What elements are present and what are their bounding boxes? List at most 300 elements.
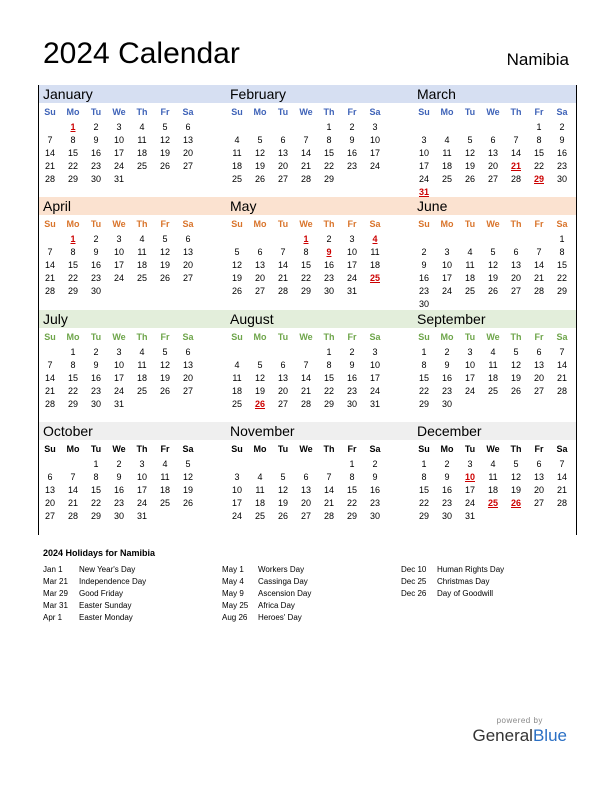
calendar-day: 13 bbox=[533, 360, 544, 370]
calendar-day: 23 bbox=[90, 161, 101, 171]
calendar-day: 3 bbox=[116, 347, 122, 357]
weekday-header: Th bbox=[136, 107, 148, 117]
calendar-day: 13 bbox=[277, 373, 288, 383]
calendar-day: 1 bbox=[421, 347, 427, 357]
calendar-day: 3 bbox=[116, 122, 122, 132]
holiday-date-label: Jan 1 bbox=[43, 565, 63, 574]
calendar-day: 24 bbox=[113, 273, 124, 283]
calendar-day: 24 bbox=[464, 386, 475, 396]
weekday-header: We bbox=[112, 444, 126, 454]
calendar-day: 22 bbox=[556, 273, 567, 283]
calendar-day: 9 bbox=[421, 260, 427, 270]
calendar-day: 7 bbox=[559, 347, 565, 357]
calendar-day: 2 bbox=[93, 347, 99, 357]
calendar-day: 24 bbox=[113, 386, 124, 396]
calendar-day: 3 bbox=[444, 247, 450, 257]
weekday-header: Fr bbox=[534, 219, 544, 229]
calendar-day: 1 bbox=[559, 234, 565, 244]
calendar-day: 5 bbox=[257, 360, 263, 370]
calendar-day: 23 bbox=[556, 161, 567, 171]
calendar-day: 15 bbox=[67, 373, 78, 383]
holiday-item bbox=[222, 600, 402, 612]
month-february bbox=[226, 85, 405, 197]
calendar-day: 4 bbox=[467, 247, 473, 257]
calendar-day: 17 bbox=[231, 498, 242, 508]
calendar-day: 20 bbox=[510, 273, 521, 283]
calendar-day: 16 bbox=[90, 148, 101, 158]
calendar-day: 27 bbox=[254, 286, 265, 296]
calendar-day: 14 bbox=[556, 472, 567, 482]
weekday-header: Mo bbox=[66, 444, 80, 454]
calendar-day: 12 bbox=[182, 472, 193, 482]
calendar-day: 19 bbox=[159, 260, 170, 270]
calendar-day: 27 bbox=[277, 399, 288, 409]
calendar-day: 2 bbox=[116, 459, 122, 469]
calendar-day: 7 bbox=[47, 135, 53, 145]
weekday-header: Sa bbox=[369, 219, 381, 229]
calendar-day: 10 bbox=[441, 260, 452, 270]
calendar-day: 8 bbox=[421, 360, 427, 370]
calendar-day: 18 bbox=[231, 161, 242, 171]
calendar-day: 2 bbox=[421, 247, 427, 257]
calendar-day: 10 bbox=[418, 148, 429, 158]
calendar-day: 10 bbox=[346, 247, 357, 257]
calendar-day: 8 bbox=[70, 135, 76, 145]
calendar-day: 22 bbox=[323, 386, 334, 396]
calendar-day: 19 bbox=[510, 373, 521, 383]
holiday-date-label: Aug 26 bbox=[222, 613, 248, 622]
brand-blue: Blue bbox=[532, 726, 567, 745]
weekday-header: Mo bbox=[253, 219, 267, 229]
calendar-day: 28 bbox=[533, 286, 544, 296]
calendar-day: 10 bbox=[369, 135, 380, 145]
month-july bbox=[39, 310, 218, 422]
weekday-header: Sa bbox=[369, 444, 381, 454]
calendar-day: 28 bbox=[300, 399, 311, 409]
calendar-day: 8 bbox=[326, 135, 332, 145]
calendar-day: 28 bbox=[556, 498, 567, 508]
calendar-day: 21 bbox=[44, 273, 55, 283]
calendar-day: 28 bbox=[556, 386, 567, 396]
calendar-day: 22 bbox=[346, 498, 357, 508]
holiday-name: Africa Day bbox=[258, 601, 295, 610]
weekday-header: We bbox=[299, 444, 313, 454]
weekday-header: Fr bbox=[160, 444, 170, 454]
weekday-header: Sa bbox=[556, 332, 568, 342]
holiday-item bbox=[401, 564, 581, 576]
weekday-header: Tu bbox=[90, 332, 102, 342]
calendar-day: 7 bbox=[326, 472, 332, 482]
calendar-day: 2 bbox=[93, 234, 99, 244]
calendar-day: 28 bbox=[44, 286, 55, 296]
calendar-day: 26 bbox=[510, 386, 521, 396]
calendar-day: 4 bbox=[139, 234, 145, 244]
calendar-day: 1 bbox=[421, 459, 427, 469]
weekday-header: Fr bbox=[534, 107, 544, 117]
calendar-day: 19 bbox=[510, 485, 521, 495]
calendar-day: 7 bbox=[70, 472, 76, 482]
calendar-day: 21 bbox=[556, 485, 567, 495]
weekday-header: Sa bbox=[182, 107, 194, 117]
weekday-header: Fr bbox=[347, 219, 357, 229]
calendar-day: 15 bbox=[300, 260, 311, 270]
calendar-day: 2 bbox=[93, 122, 99, 132]
calendar-day: 7 bbox=[47, 360, 53, 370]
holiday-item bbox=[43, 576, 223, 588]
weekday-header: Tu bbox=[277, 332, 289, 342]
calendar-day: 2 bbox=[326, 234, 332, 244]
weekday-header: Tu bbox=[277, 219, 289, 229]
calendar-day: 25 bbox=[231, 399, 242, 409]
holiday-list-column bbox=[222, 564, 402, 624]
holiday-name: Human Rights Day bbox=[437, 565, 505, 574]
calendar-day: 1 bbox=[93, 459, 99, 469]
calendar-day: 3 bbox=[349, 234, 355, 244]
month-may bbox=[226, 197, 405, 309]
month-june bbox=[413, 197, 592, 309]
calendar-day: 8 bbox=[349, 472, 355, 482]
calendar-day: 22 bbox=[533, 161, 544, 171]
calendar-day: 5 bbox=[513, 347, 519, 357]
weekday-header: Th bbox=[323, 219, 335, 229]
calendar-day: 5 bbox=[162, 234, 168, 244]
calendar-day: 22 bbox=[323, 161, 334, 171]
calendar-day: 25 bbox=[136, 273, 147, 283]
month-name: August bbox=[230, 311, 274, 327]
holiday-date: 31 bbox=[418, 187, 429, 197]
calendar-day: 19 bbox=[182, 485, 193, 495]
calendar-day: 11 bbox=[232, 373, 242, 383]
calendar-day: 28 bbox=[510, 174, 521, 184]
calendar-day: 7 bbox=[303, 360, 309, 370]
calendar-day: 18 bbox=[464, 273, 475, 283]
calendar-day: 11 bbox=[255, 485, 265, 495]
calendar-day: 8 bbox=[559, 247, 565, 257]
weekday-header: Fr bbox=[347, 107, 357, 117]
calendar-day: 9 bbox=[349, 135, 355, 145]
calendar-day: 25 bbox=[231, 174, 242, 184]
calendar-day: 27 bbox=[44, 511, 55, 521]
weekday-header: Su bbox=[44, 444, 56, 454]
calendar-day: 30 bbox=[90, 286, 101, 296]
month-january bbox=[39, 85, 218, 197]
holiday-item bbox=[43, 600, 223, 612]
calendar-day: 26 bbox=[487, 286, 498, 296]
holiday-date: 1 bbox=[70, 234, 76, 244]
calendar-day: 3 bbox=[139, 459, 145, 469]
weekday-header: We bbox=[112, 107, 126, 117]
holiday-name: Day of Goodwill bbox=[437, 589, 494, 598]
weekday-header: Sa bbox=[182, 219, 194, 229]
calendar-day: 9 bbox=[349, 360, 355, 370]
weekday-header: Fr bbox=[347, 444, 357, 454]
calendar-day: 30 bbox=[369, 511, 380, 521]
weekday-header: We bbox=[299, 332, 313, 342]
calendar-day: 11 bbox=[488, 472, 498, 482]
calendar-day: 16 bbox=[369, 485, 380, 495]
calendar-day: 7 bbox=[513, 135, 519, 145]
calendar-day: 14 bbox=[44, 373, 55, 383]
weekday-header: Sa bbox=[556, 444, 568, 454]
calendar-day: 14 bbox=[44, 148, 55, 158]
calendar-day: 21 bbox=[300, 161, 311, 171]
holiday-item bbox=[222, 564, 402, 576]
calendar-day: 13 bbox=[277, 148, 288, 158]
calendar-day: 10 bbox=[464, 360, 475, 370]
calendar-day: 15 bbox=[418, 485, 429, 495]
weekday-header: We bbox=[486, 332, 500, 342]
calendar-day: 9 bbox=[93, 247, 99, 257]
holiday-list-column bbox=[43, 564, 223, 624]
calendar-day: 6 bbox=[536, 347, 542, 357]
calendar-day: 1 bbox=[70, 347, 76, 357]
calendar-day: 17 bbox=[464, 485, 475, 495]
month-october bbox=[39, 422, 218, 534]
calendar-day: 29 bbox=[418, 511, 429, 521]
calendar-day: 25 bbox=[254, 511, 265, 521]
calendar-day: 17 bbox=[441, 273, 452, 283]
calendar-day: 9 bbox=[444, 472, 450, 482]
calendar-day: 3 bbox=[116, 234, 122, 244]
calendar-day: 24 bbox=[113, 161, 124, 171]
weekday-header: Mo bbox=[253, 332, 267, 342]
calendar-day: 1 bbox=[536, 122, 542, 132]
calendar-day: 4 bbox=[257, 472, 263, 482]
calendar-day: 20 bbox=[182, 148, 193, 158]
calendar-day: 8 bbox=[70, 360, 76, 370]
calendar-day: 6 bbox=[513, 247, 519, 257]
calendar-day: 11 bbox=[488, 360, 498, 370]
weekday-header: Su bbox=[231, 332, 243, 342]
weekday-header: Su bbox=[418, 444, 430, 454]
holiday-date-label: May 1 bbox=[222, 565, 244, 574]
calendar-day: 6 bbox=[257, 247, 263, 257]
calendar-day: 30 bbox=[113, 511, 124, 521]
calendar-day: 15 bbox=[418, 373, 429, 383]
holiday-item bbox=[43, 612, 223, 624]
calendar-day: 16 bbox=[90, 260, 101, 270]
calendar-day: 18 bbox=[159, 485, 170, 495]
calendar-day: 4 bbox=[139, 347, 145, 357]
holiday-date-label: Mar 31 bbox=[43, 601, 68, 610]
calendar-day: 4 bbox=[234, 135, 240, 145]
holiday-name: Good Friday bbox=[79, 589, 124, 598]
calendar-day: 5 bbox=[513, 459, 519, 469]
calendar-day: 12 bbox=[159, 247, 170, 257]
holiday-date-label: Mar 29 bbox=[43, 589, 68, 598]
calendar-day: 26 bbox=[277, 511, 288, 521]
weekday-header: We bbox=[486, 444, 500, 454]
calendar-day: 14 bbox=[510, 148, 521, 158]
calendar-day: 30 bbox=[418, 299, 429, 309]
calendar-day: 23 bbox=[346, 161, 357, 171]
weekday-header: Mo bbox=[253, 107, 267, 117]
month-name: September bbox=[417, 311, 486, 327]
calendar-day: 22 bbox=[90, 498, 101, 508]
calendar-day: 31 bbox=[369, 399, 380, 409]
calendar-day: 30 bbox=[90, 399, 101, 409]
calendar-day: 5 bbox=[280, 472, 286, 482]
weekday-header: Tu bbox=[90, 219, 102, 229]
calendar-day: 15 bbox=[323, 148, 334, 158]
weekday-header: Sa bbox=[556, 107, 568, 117]
calendar-day: 19 bbox=[159, 373, 170, 383]
weekday-header: Th bbox=[510, 107, 522, 117]
calendar-day: 23 bbox=[346, 386, 357, 396]
holiday-item bbox=[401, 576, 581, 588]
holiday-date-label: May 25 bbox=[222, 601, 249, 610]
month-name: December bbox=[417, 423, 482, 439]
calendar-day: 20 bbox=[277, 161, 288, 171]
month-name: April bbox=[43, 198, 72, 214]
calendar-day: 21 bbox=[556, 373, 567, 383]
calendar-day: 15 bbox=[67, 148, 78, 158]
weekday-header: Th bbox=[136, 219, 148, 229]
calendar-day: 29 bbox=[67, 399, 78, 409]
calendar-day: 8 bbox=[70, 247, 76, 257]
month-name: May bbox=[230, 198, 257, 214]
calendar-day: 9 bbox=[559, 135, 565, 145]
holiday-name: Christmas Day bbox=[437, 577, 490, 586]
calendar-day: 12 bbox=[254, 373, 265, 383]
calendar-day: 31 bbox=[464, 511, 475, 521]
calendar-day: 11 bbox=[137, 360, 147, 370]
calendar-day: 21 bbox=[44, 161, 55, 171]
holiday-item bbox=[43, 588, 223, 600]
holiday-date-label: Dec 26 bbox=[401, 589, 427, 598]
calendar-day: 21 bbox=[323, 498, 334, 508]
calendar-day: 13 bbox=[254, 260, 265, 270]
calendar-day: 3 bbox=[234, 472, 240, 482]
calendar-day: 21 bbox=[277, 273, 288, 283]
calendar-day: 11 bbox=[370, 247, 380, 257]
holiday-name: Cassinga Day bbox=[258, 577, 308, 586]
holiday-date-label: Dec 10 bbox=[401, 565, 427, 574]
calendar-day: 18 bbox=[254, 498, 265, 508]
calendar-day: 13 bbox=[510, 260, 521, 270]
weekday-header: Sa bbox=[369, 107, 381, 117]
calendar-day: 18 bbox=[136, 148, 147, 158]
calendar-day: 18 bbox=[487, 373, 498, 383]
calendar-day: 25 bbox=[159, 498, 170, 508]
calendar-day: 1 bbox=[326, 347, 332, 357]
weekday-header: Su bbox=[231, 444, 243, 454]
calendar-day: 3 bbox=[467, 347, 473, 357]
quarter-row bbox=[39, 197, 576, 309]
holiday-date-label: Mar 21 bbox=[43, 577, 68, 586]
calendar-day: 2 bbox=[349, 122, 355, 132]
weekday-header: Tu bbox=[464, 332, 476, 342]
calendar-day: 20 bbox=[182, 260, 193, 270]
calendar-day: 16 bbox=[441, 373, 452, 383]
holiday-date-label: May 4 bbox=[222, 577, 244, 586]
calendar-day: 6 bbox=[47, 472, 53, 482]
calendar-day: 25 bbox=[487, 386, 498, 396]
calendar-day: 14 bbox=[556, 360, 567, 370]
calendar-day: 12 bbox=[487, 260, 498, 270]
calendar-day: 29 bbox=[418, 399, 429, 409]
calendar-day: 27 bbox=[533, 386, 544, 396]
calendar-day: 29 bbox=[90, 511, 101, 521]
calendar-day: 12 bbox=[277, 485, 288, 495]
calendar-day: 27 bbox=[487, 174, 498, 184]
calendar-day: 11 bbox=[442, 148, 452, 158]
calendar-day: 30 bbox=[90, 174, 101, 184]
calendar-day: 10 bbox=[113, 360, 124, 370]
calendar-day: 24 bbox=[369, 386, 380, 396]
calendar-day: 23 bbox=[369, 498, 380, 508]
calendar-day: 31 bbox=[113, 399, 124, 409]
calendar-day: 21 bbox=[67, 498, 78, 508]
calendar-day: 30 bbox=[556, 174, 567, 184]
calendar-day: 11 bbox=[465, 260, 475, 270]
holiday-date: 9 bbox=[326, 247, 332, 257]
calendar-day: 21 bbox=[44, 386, 55, 396]
calendar-day: 10 bbox=[113, 247, 124, 257]
calendar-day: 14 bbox=[323, 485, 334, 495]
weekday-header: Su bbox=[44, 332, 56, 342]
calendar-day: 19 bbox=[277, 498, 288, 508]
weekday-header: We bbox=[112, 332, 126, 342]
calendar-day: 6 bbox=[280, 360, 286, 370]
calendar-day: 17 bbox=[369, 373, 380, 383]
calendar-day: 20 bbox=[487, 161, 498, 171]
calendar-day: 28 bbox=[277, 286, 288, 296]
calendar-day: 20 bbox=[533, 485, 544, 495]
holiday-date: 26 bbox=[510, 498, 521, 508]
calendar-day: 17 bbox=[113, 260, 124, 270]
calendar-day: 4 bbox=[444, 135, 450, 145]
calendar-day: 5 bbox=[162, 122, 168, 132]
calendar-day: 2 bbox=[372, 459, 378, 469]
weekday-header: Fr bbox=[534, 444, 544, 454]
holiday-name: Workers Day bbox=[258, 565, 305, 574]
calendar-day: 30 bbox=[441, 399, 452, 409]
month-name: March bbox=[417, 86, 456, 102]
calendar-day: 14 bbox=[300, 373, 311, 383]
calendar-day: 19 bbox=[254, 386, 265, 396]
calendar-day: 27 bbox=[182, 273, 193, 283]
calendar-day: 14 bbox=[277, 260, 288, 270]
calendar-day: 16 bbox=[418, 273, 429, 283]
calendar-day: 14 bbox=[67, 485, 78, 495]
holiday-item bbox=[222, 576, 402, 588]
calendar-day: 28 bbox=[44, 174, 55, 184]
calendar-day: 30 bbox=[323, 286, 334, 296]
weekday-header: Th bbox=[510, 219, 522, 229]
weekday-header: Tu bbox=[464, 107, 476, 117]
holiday-date: 1 bbox=[303, 234, 309, 244]
calendar-day: 29 bbox=[67, 174, 78, 184]
calendar-day: 16 bbox=[113, 485, 124, 495]
calendar-day: 18 bbox=[441, 161, 452, 171]
calendar-day: 16 bbox=[346, 373, 357, 383]
weekday-header: Mo bbox=[440, 219, 454, 229]
weekday-header: Th bbox=[510, 332, 522, 342]
weekday-header: Tu bbox=[90, 444, 102, 454]
holiday-date: 29 bbox=[533, 174, 544, 184]
calendar-day: 8 bbox=[93, 472, 99, 482]
calendar-day: 3 bbox=[372, 122, 378, 132]
weekday-header: Sa bbox=[182, 444, 194, 454]
weekday-header: Tu bbox=[277, 444, 289, 454]
weekday-header: Su bbox=[44, 219, 56, 229]
weekday-header: Fr bbox=[160, 332, 170, 342]
holiday-date: 25 bbox=[487, 498, 498, 508]
calendar-day: 23 bbox=[441, 498, 452, 508]
calendar-day: 5 bbox=[467, 135, 473, 145]
calendar-day: 23 bbox=[323, 273, 334, 283]
